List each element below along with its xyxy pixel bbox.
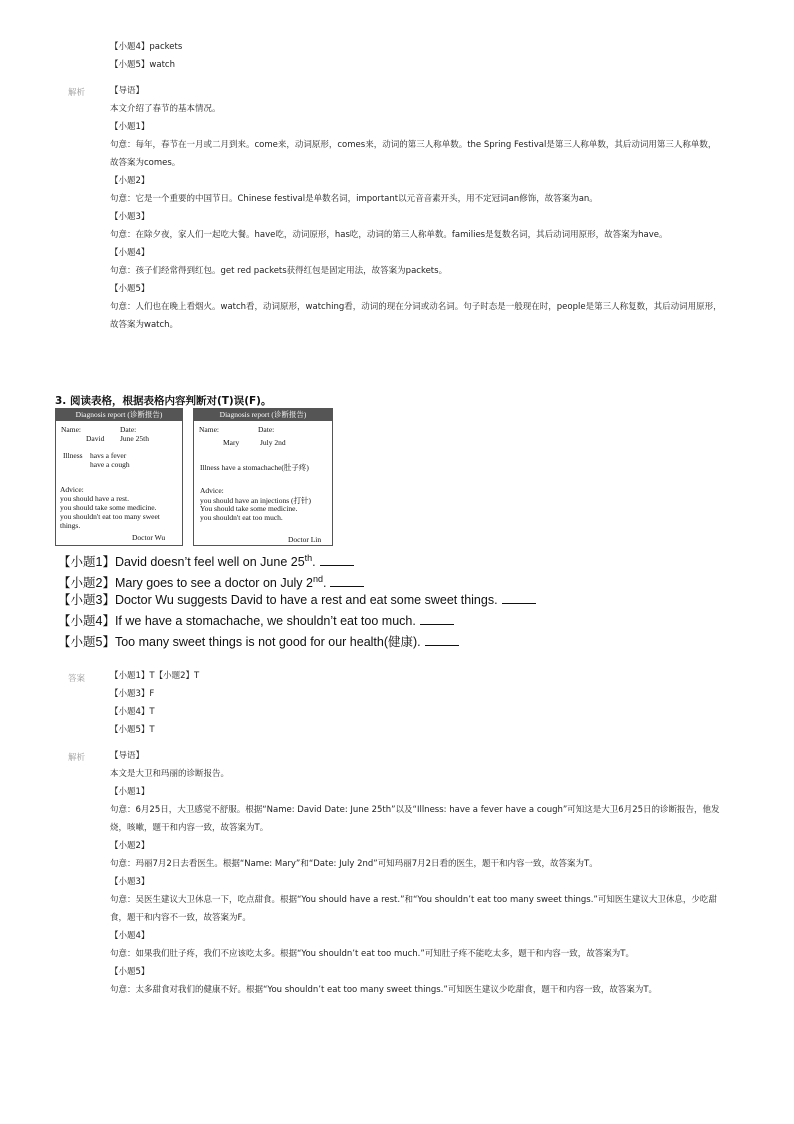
answer-line: 【小题5】T bbox=[110, 725, 155, 735]
question-item bbox=[58, 611, 536, 632]
name-label: Name: bbox=[199, 425, 219, 434]
question-item bbox=[58, 590, 536, 611]
analysis-line: 【小题1】 bbox=[110, 122, 150, 132]
question-text-end: . bbox=[312, 555, 316, 570]
advice-line: you should have an injections (打针) bbox=[200, 496, 312, 505]
analysis-line: 句意：孩子们经常得到红包。get red packets获得红包是固定用法，故答案为packets。 bbox=[110, 266, 448, 276]
analysis-line: 句意：它是一个重要的中国节日。Chinese festival是单数名词，important以元音音素开头，用不定冠词an修饰，故答案为an。 bbox=[110, 194, 598, 204]
report-date: June 25th bbox=[120, 434, 149, 443]
advice-line: you shouldn't eat too many sweet bbox=[60, 512, 160, 521]
doctor-name: Doctor Wu bbox=[132, 533, 166, 542]
analysis-line: 句意：人们也在晚上看烟火。watch看，动词原形，watching看，动词的现在分词或动名词。句子时态是一般现在时，people是第三人称复数，其后动词用原形，故答案为watch。 bbox=[110, 302, 722, 330]
analysis-line: 【小题2】 bbox=[110, 841, 150, 851]
analysis-line: 【小题5】 bbox=[110, 284, 150, 294]
question-text: 【小题1】David doesn’t feel well on June 25 bbox=[58, 555, 305, 570]
analysis-line: 本文介绍了春节的基本情况。 bbox=[110, 104, 221, 114]
analysis-line: 句意：每年，春节在一月或二月到来。come来，动词原形，comes来，动词的第三人称单数。the Spring Festival是第三人称单数，其后动词用第三人称单数，故答案为comes。 bbox=[110, 140, 717, 168]
analysis-line: 句意：如果我们肚子疼，我们不应该吃太多。根据“You shouldn’t eat too much.”可知肚子疼不能吃太多，题干和内容一致，故答案为T。 bbox=[110, 949, 634, 959]
question-item bbox=[58, 632, 536, 653]
question-item bbox=[58, 548, 536, 569]
analysis-line: 【导语】 bbox=[110, 86, 145, 96]
analysis-line: 【小题4】 bbox=[110, 931, 150, 941]
top-answers bbox=[110, 38, 722, 74]
illness-line: Illness have a stomachache(肚子疼) bbox=[200, 463, 309, 472]
answer-blank[interactable] bbox=[425, 633, 459, 646]
diagnosis-card-david bbox=[55, 408, 183, 546]
date-label: Date: bbox=[258, 425, 275, 434]
advice-label: Advice: bbox=[60, 485, 84, 494]
analysis-line: 【小题1】 bbox=[110, 787, 150, 797]
answer-blank[interactable] bbox=[320, 553, 354, 566]
patient-name: David bbox=[86, 434, 105, 443]
advice-line: you shouldn't eat too much. bbox=[200, 513, 283, 522]
superscript: th bbox=[304, 553, 313, 563]
analysis-line: 句意：玛丽7月2日去看医生。根据“Name: Mary”和“Date: July 2nd”可知玛丽7月2日看的医生，题干和内容一致，故答案为T。 bbox=[110, 859, 598, 869]
question-text: 【小题4】If we have a stomachache, we shouldn’t eat too much. bbox=[58, 614, 416, 628]
question-list bbox=[58, 548, 536, 653]
advice-line: you should take some medicine. bbox=[60, 503, 157, 512]
analysis-line: 句意：在除夕夜，家人们一起吃大餐。have吃，动词原形，has吃，动词的第三人称单数。families是复数名词，其后动词用原形，故答案为have。 bbox=[110, 230, 668, 240]
answer-line: 【小题1】T【小题2】T bbox=[110, 671, 200, 681]
analysis-line: 【小题3】 bbox=[110, 212, 150, 222]
analysis-block-1 bbox=[110, 82, 722, 334]
analysis-line: 句意：6月25日，大卫感觉不舒服。根据“Name: David Date: June 25th”以及“Illness: have a fever have a cough”可知这是大卫6月25日的诊断报告，他发烧，咳嗽，题干和内容一致，故答案为T。 bbox=[110, 805, 720, 833]
analysis-label: 解析 bbox=[68, 753, 86, 763]
illness-label: Illness bbox=[63, 451, 83, 460]
answer-blank[interactable] bbox=[420, 612, 454, 625]
question-text: 【小题2】Mary goes to see a doctor on July 2 bbox=[58, 576, 313, 591]
answer-line: 【小题3】F bbox=[110, 689, 155, 699]
analysis-line: 【小题5】 bbox=[110, 967, 150, 977]
answers-block bbox=[110, 667, 722, 739]
analysis-line: 【导语】 bbox=[110, 751, 145, 761]
question-text: 【小题3】Doctor Wu suggests David to have a rest and eat some sweet things. bbox=[58, 593, 498, 607]
illness-line: havs a fever bbox=[90, 451, 127, 460]
question-text: 【小题5】Too many sweet things is not good for our health(健康). bbox=[58, 635, 421, 649]
analysis-line: 句意：吴医生建议大卫休息一下，吃点甜食。根据“You should have a rest.”和“You shouldn’t eat too many sweet things.”可知医生建议大卫休息，少吃甜食，题干和内容不一致，故答案为F。 bbox=[110, 895, 717, 923]
analysis-line: 【小题3】 bbox=[110, 877, 150, 887]
report-date: July 2nd bbox=[260, 438, 286, 447]
answer-blank[interactable] bbox=[502, 591, 536, 604]
analysis-label: 解析 bbox=[68, 88, 86, 98]
analysis-line: 句意：太多甜食对我们的健康不好。根据“You shouldn’t eat too many sweet things.”可知医生建议少吃甜食，题干和内容一致，故答案为T。 bbox=[110, 985, 658, 995]
analysis-line: 本文是大卫和玛丽的诊断报告。 bbox=[110, 769, 230, 779]
advice-label: Advice: bbox=[200, 486, 224, 495]
answer-label: 答案 bbox=[68, 674, 86, 684]
analysis-block-3 bbox=[110, 747, 722, 999]
question-3-title: 3. 阅读表格，根据表格内容判断对(T)误(F)。 bbox=[55, 395, 272, 407]
name-label: Name: bbox=[61, 425, 81, 434]
answer-line-4: 【小题4】packets bbox=[110, 42, 183, 52]
illness-line: have a cough bbox=[90, 460, 130, 469]
analysis-line: 【小题4】 bbox=[110, 248, 150, 258]
answer-blank[interactable] bbox=[330, 574, 364, 587]
date-label: Date: bbox=[120, 425, 137, 434]
patient-name: Mary bbox=[223, 438, 240, 447]
card-header: Diagnosis report (诊断报告) bbox=[194, 409, 332, 421]
advice-line: things. bbox=[60, 521, 81, 530]
doctor-name: Doctor Lin bbox=[288, 535, 322, 544]
question-item bbox=[58, 569, 536, 590]
analysis-line: 【小题2】 bbox=[110, 176, 150, 186]
answer-line-5: 【小题5】watch bbox=[110, 60, 175, 70]
advice-line: You should take some medicine. bbox=[200, 504, 298, 513]
question-text-end: . bbox=[323, 576, 327, 591]
card-header: Diagnosis report (诊断报告) bbox=[56, 409, 182, 421]
advice-line: you should have a rest. bbox=[60, 494, 129, 503]
answer-line: 【小题4】T bbox=[110, 707, 155, 717]
diagnosis-card-mary bbox=[193, 408, 333, 546]
superscript: nd bbox=[312, 574, 323, 584]
